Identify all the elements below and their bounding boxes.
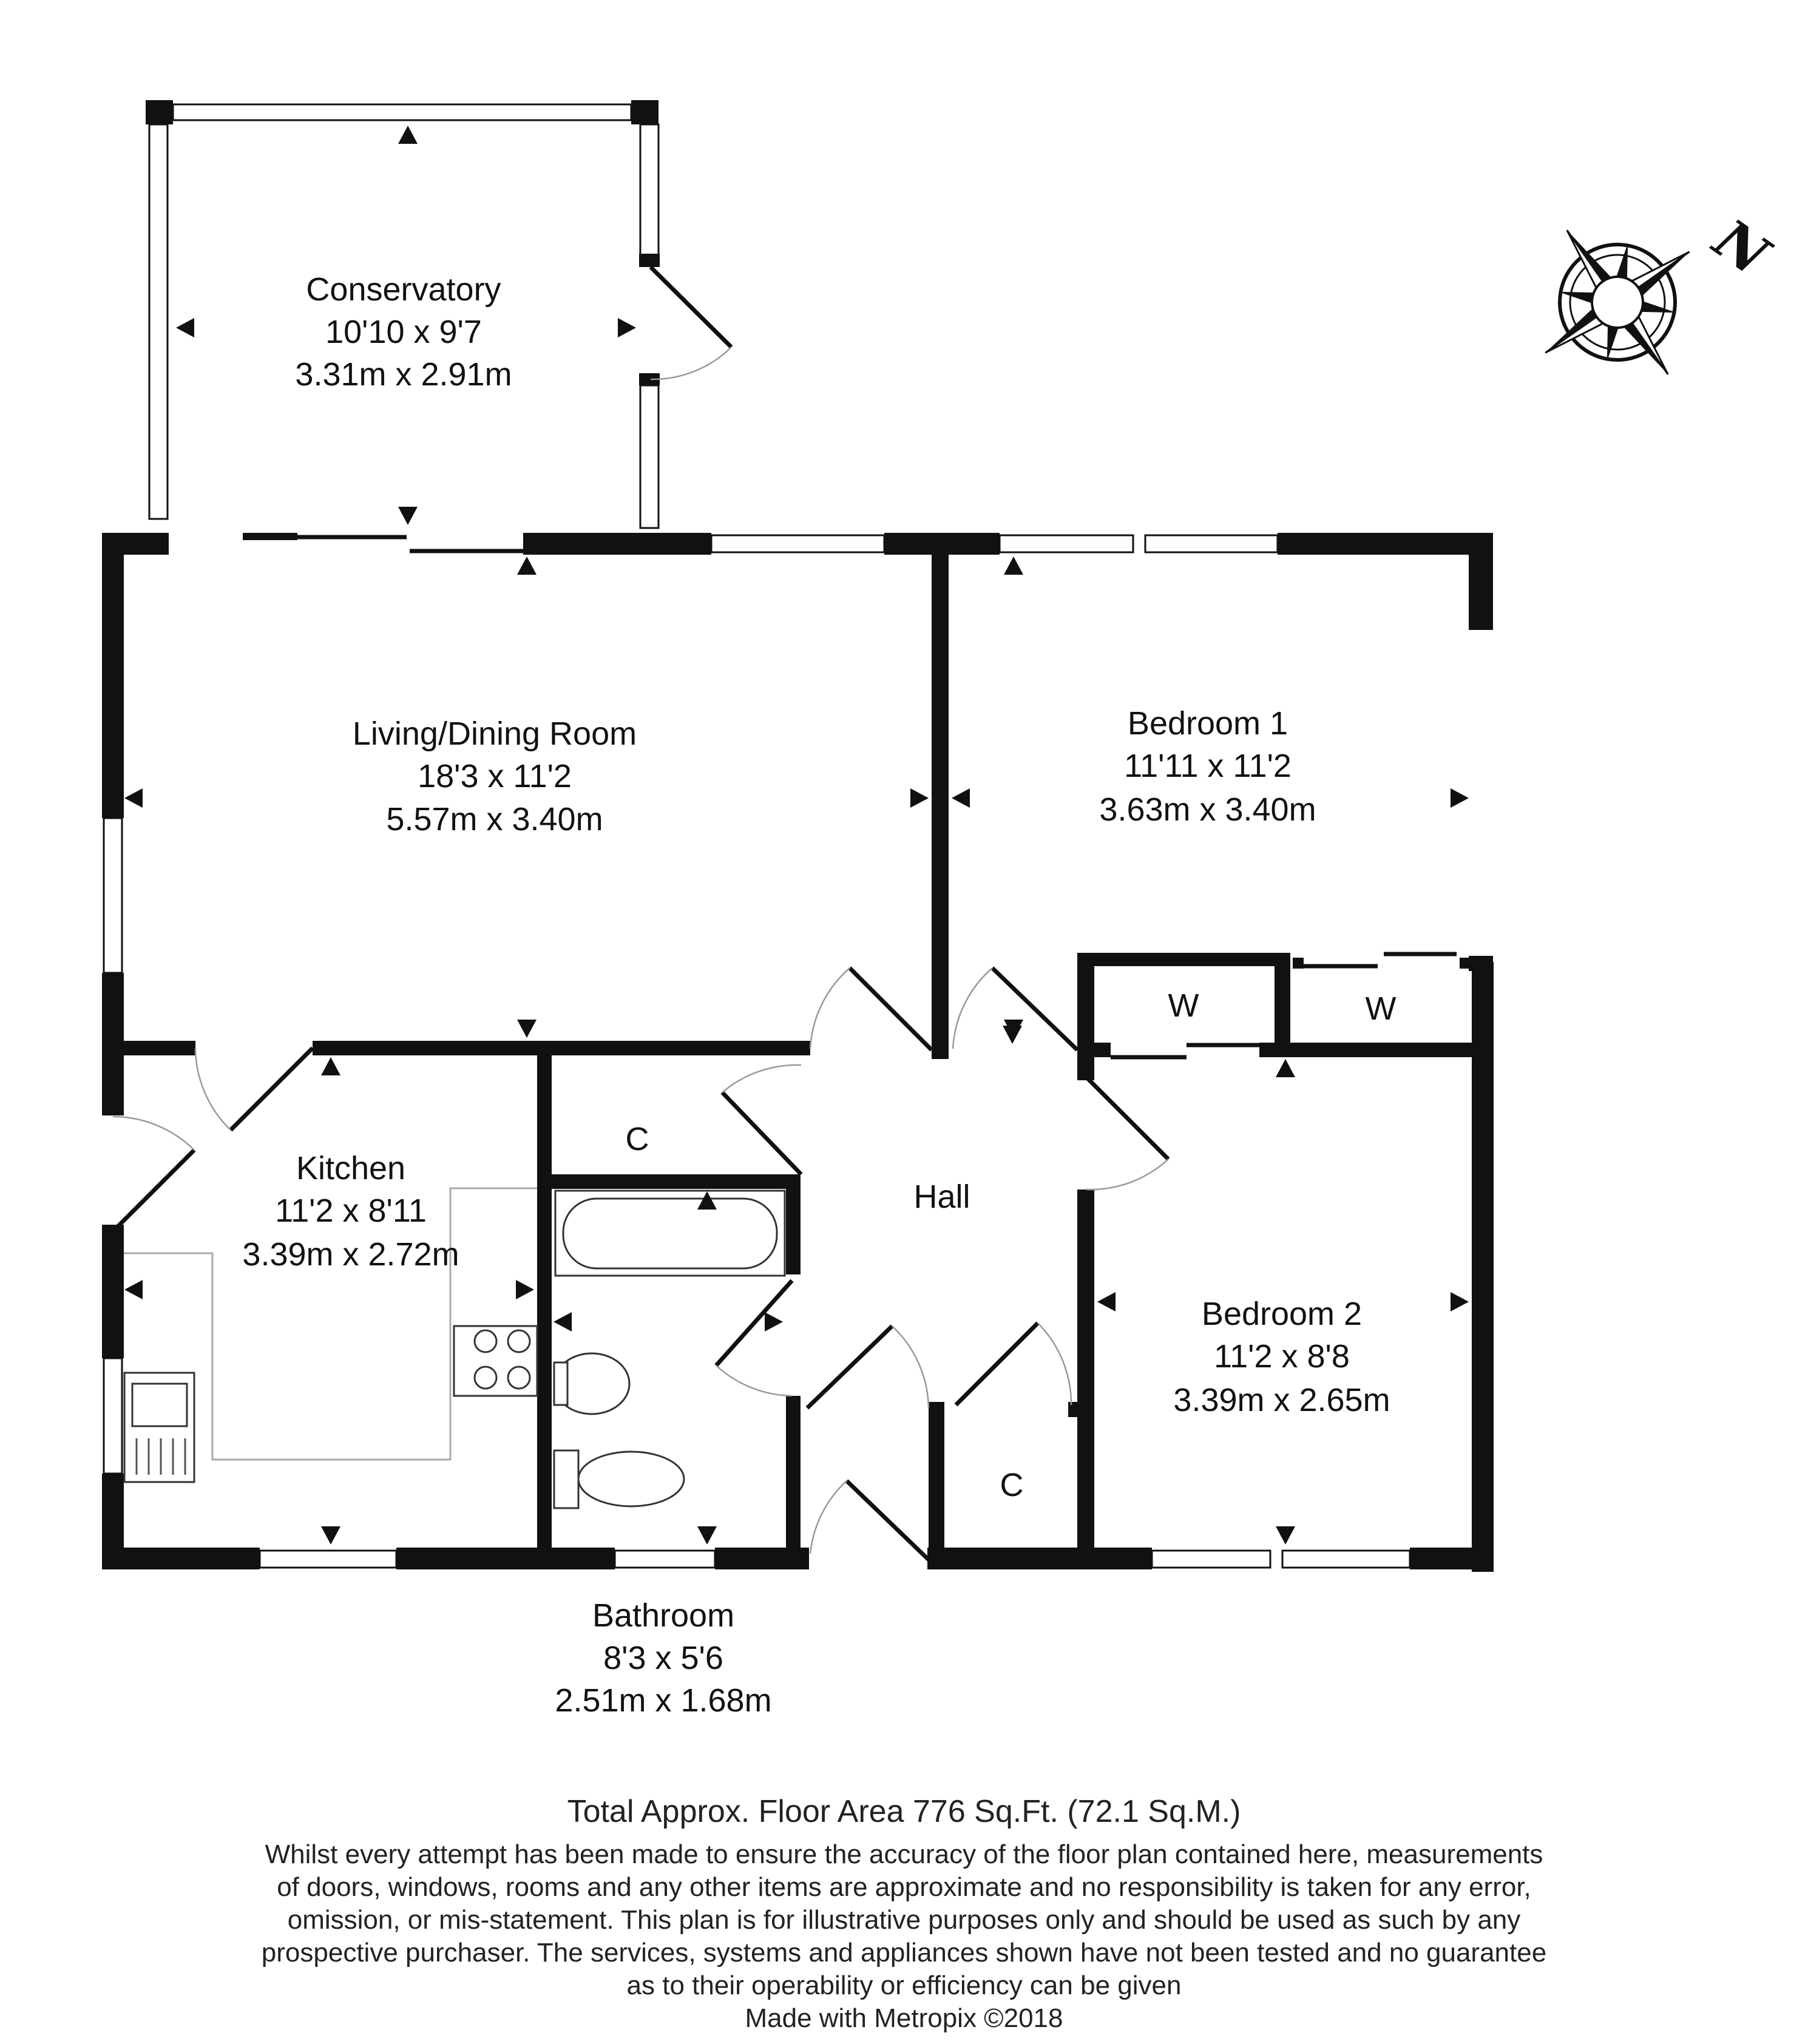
conservatory-name: Conservatory	[306, 271, 501, 308]
basin-icon	[554, 1353, 629, 1414]
hob-icon	[454, 1326, 537, 1396]
kitchen-name: Kitchen	[296, 1150, 406, 1186]
cupboard-label: C	[1000, 1467, 1024, 1503]
bathroom-imperial: 8'3 x 5'6	[603, 1640, 723, 1676]
living-name: Living/Dining Room	[352, 716, 637, 752]
living-metric: 5.57m x 3.40m	[386, 801, 603, 838]
disclaimer-line: Whilst every attempt has been made to ensure the accuracy of the floor plan contained here, measurements	[265, 1839, 1543, 1869]
disclaimer	[206, 1838, 1602, 2002]
bedroom2-name: Bedroom 2	[1201, 1296, 1363, 1332]
bedroom2-imperial: 11'2 x 8'8	[1214, 1338, 1350, 1375]
disclaimer-line: of doors, windows, rooms and any other items are approximate and no responsibility is taken for any error,	[277, 1872, 1531, 1902]
bathroom-metric: 2.51m x 1.68m	[555, 1682, 772, 1719]
conservatory-imperial: 10'10 x 9'7	[325, 314, 482, 350]
bath-icon	[555, 1191, 785, 1276]
disclaimer-line: prospective purchaser. The services, systems and appliances shown have not been tested and no guarantee	[261, 1938, 1547, 1968]
bedroom1-imperial: 11'11 x 11'2	[1124, 748, 1292, 784]
wardrobe-label: W	[1168, 987, 1199, 1024]
bedroom2-metric: 3.39m x 2.65m	[1173, 1382, 1390, 1418]
bathroom-name: Bathroom	[592, 1597, 735, 1634]
total-floor-area: Total Approx. Floor Area 776 Sq.Ft. (72.1 Sq.M.)	[567, 1794, 1241, 1829]
compass-rose-icon	[1495, 180, 1740, 425]
compass-north-label: N	[1702, 206, 1781, 288]
disclaimer-line: omission, or mis-statement. This plan is for illustrative purposes only and should be used as such by any	[287, 1905, 1521, 1935]
bedroom1-label	[1099, 705, 1316, 828]
conservatory-label	[295, 271, 512, 393]
cupboard-label: C	[625, 1121, 649, 1157]
hall-name: Hall	[913, 1179, 970, 1215]
toilet-icon	[554, 1450, 684, 1508]
footer	[0, 1793, 1808, 2035]
kitchen-label	[242, 1150, 459, 1273]
wardrobe-label: W	[1365, 990, 1397, 1027]
living-label	[353, 716, 637, 838]
made-with-credit: Made with Metropix ©2018	[745, 2003, 1063, 2033]
conservatory-metric: 3.31m x 2.91m	[295, 356, 512, 393]
bedroom1-metric: 3.63m x 3.40m	[1099, 791, 1316, 828]
bedroom2-label	[1173, 1296, 1390, 1418]
living-imperial: 18'3 x 11'2	[418, 758, 572, 794]
bedroom1-name: Bedroom 1	[1127, 705, 1288, 742]
bathroom-label	[555, 1597, 771, 1719]
conservatory-door[interactable]	[651, 267, 731, 379]
sink-icon	[124, 1373, 194, 1482]
kitchen-metric: 3.39m x 2.72m	[242, 1236, 459, 1273]
disclaimer-line: as to their operability or efficiency can be given	[626, 1971, 1182, 2000]
kitchen-imperial: 11'2 x 8'11	[275, 1193, 427, 1229]
living-sliding-door[interactable]	[297, 537, 523, 551]
